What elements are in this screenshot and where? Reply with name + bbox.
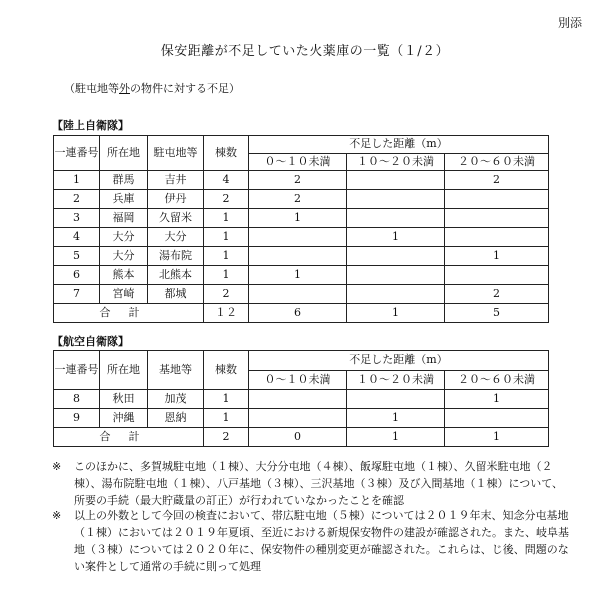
total-count: 2 <box>204 428 249 447</box>
cell-d2 <box>347 266 445 285</box>
header-count: 棟数 <box>204 351 249 390</box>
cell-d1 <box>249 409 347 428</box>
header-range-0-10: ０～１０未満 <box>249 154 347 171</box>
page-title: 保安距離が不足していた火薬庫の一覧（１/２） <box>160 44 450 59</box>
cell-base: 北熊本 <box>148 266 204 285</box>
cell-d2 <box>347 247 445 266</box>
header-no: 一連番号 <box>54 351 100 390</box>
gsdf-section-heading: 【陸上自衛隊】 <box>52 119 129 132</box>
header-range-20-60: ２０～６０未満 <box>445 371 549 390</box>
total-row <box>54 304 549 323</box>
header-count: 棟数 <box>204 136 249 171</box>
cell-location: 熊本 <box>100 266 148 285</box>
cell-base: 久留米 <box>148 209 204 228</box>
note-mark: ※ <box>52 509 62 522</box>
header-base: 基地等 <box>148 351 204 390</box>
total-d1: 0 <box>249 428 347 447</box>
subtitle-after: の物件に対する不足） <box>130 82 240 95</box>
cell-count: 2 <box>204 190 249 209</box>
cell-d1: 1 <box>249 209 347 228</box>
cell-d2 <box>347 190 445 209</box>
cell-no: 9 <box>54 409 100 428</box>
total-label <box>54 428 204 447</box>
cell-count: 2 <box>204 285 249 304</box>
cell-location: 群馬 <box>100 171 148 190</box>
total-label-text: 合計 <box>99 429 158 443</box>
total-d1: 6 <box>249 304 347 323</box>
cell-no: 8 <box>54 390 100 409</box>
table-row <box>54 228 549 247</box>
total-d2: 1 <box>347 428 445 447</box>
cell-d3: 2 <box>445 285 549 304</box>
cell-no: 2 <box>54 190 100 209</box>
cell-location: 秋田 <box>100 390 148 409</box>
subtitle-before: （駐屯地等 <box>64 82 119 95</box>
cell-location: 大分 <box>100 228 148 247</box>
cell-d3 <box>445 228 549 247</box>
total-d3: 1 <box>445 428 549 447</box>
cell-d2 <box>347 209 445 228</box>
total-label <box>54 304 204 323</box>
cell-base: 大分 <box>148 228 204 247</box>
cell-d2: 1 <box>347 409 445 428</box>
cell-d1 <box>249 390 347 409</box>
asdf-header-row <box>54 351 549 371</box>
table-row <box>54 390 549 409</box>
cell-d2 <box>347 171 445 190</box>
cell-no: 3 <box>54 209 100 228</box>
cell-count: 1 <box>204 266 249 285</box>
cell-d1 <box>249 285 347 304</box>
annex-label: 別添 <box>557 16 582 30</box>
cell-no: 6 <box>54 266 100 285</box>
cell-base: 加茂 <box>148 390 204 409</box>
header-range-10-20: １０～２０未満 <box>347 371 445 390</box>
header-location: 所在地 <box>100 136 148 171</box>
cell-d2: 1 <box>347 228 445 247</box>
note-mark: ※ <box>52 460 62 473</box>
cell-base: 恩納 <box>148 409 204 428</box>
table-row <box>54 285 549 304</box>
cell-d3 <box>445 190 549 209</box>
cell-d1: 2 <box>249 171 347 190</box>
asdf-section-heading: 【航空自衛隊】 <box>52 335 129 348</box>
cell-d1 <box>249 247 347 266</box>
cell-d3: 1 <box>445 390 549 409</box>
cell-location: 宮崎 <box>100 285 148 304</box>
cell-base: 都城 <box>148 285 204 304</box>
cell-no: 4 <box>54 228 100 247</box>
header-range-20-60: ２０～６０未満 <box>445 154 549 171</box>
cell-count: 1 <box>204 209 249 228</box>
total-d2: 1 <box>347 304 445 323</box>
note-1 <box>52 458 572 509</box>
cell-base: 吉井 <box>148 171 204 190</box>
total-d3: 5 <box>445 304 549 323</box>
asdf-table <box>53 350 549 447</box>
cell-d1: 1 <box>249 266 347 285</box>
table-row <box>54 409 549 428</box>
cell-base: 伊丹 <box>148 190 204 209</box>
cell-d3: 2 <box>445 171 549 190</box>
cell-location: 福岡 <box>100 209 148 228</box>
cell-d2 <box>347 390 445 409</box>
cell-count: 1 <box>204 409 249 428</box>
total-label-text: 合計 <box>99 305 158 319</box>
total-row <box>54 428 549 447</box>
cell-count: 1 <box>204 228 249 247</box>
table-row <box>54 171 549 190</box>
note-text: このほかに、多賀城駐屯地（１棟）、大分分屯地（４棟）、飯塚駐屯地（１棟）、久留米駐屯地（２棟）、湯布院駐屯地（１棟）、八戸基地（３棟）、三沢基地（３棟）及び入間基地（１棟）について、所要の手続（最大貯蔵量の訂正）が行われていなかったことを確認 <box>74 460 564 507</box>
cell-count: 1 <box>204 390 249 409</box>
cell-count: 4 <box>204 171 249 190</box>
cell-d3 <box>445 409 549 428</box>
cell-location: 沖縄 <box>100 409 148 428</box>
note-text: 以上の外数として今回の検査において、帯広駐屯地（５棟）については２０１９年末、知念分屯基地（１棟）においては２０１９年夏頃、至近における新規保安物件の建設が確認された。また、岐阜基地（３棟）については２０２０年に、保安物件の種別変更が確認された。これらは、じ後、問題のない案件として通常の手続に則って処理 <box>74 509 569 573</box>
cell-no: 5 <box>54 247 100 266</box>
cell-d1 <box>249 228 347 247</box>
table-row <box>54 266 549 285</box>
cell-d3 <box>445 266 549 285</box>
header-shortfall: 不足した距離（m） <box>249 351 549 371</box>
subtitle-emphasis: 外 <box>119 82 130 95</box>
subtitle <box>64 80 240 96</box>
cell-base: 湯布院 <box>148 247 204 266</box>
cell-d3 <box>445 209 549 228</box>
total-count: １２ <box>204 304 249 323</box>
header-shortfall: 不足した距離（m） <box>249 136 549 154</box>
gsdf-header-row <box>54 136 549 154</box>
cell-d2 <box>347 285 445 304</box>
table-row <box>54 209 549 228</box>
table-row <box>54 247 549 266</box>
cell-d1: 2 <box>249 190 347 209</box>
header-base: 駐屯地等 <box>148 136 204 171</box>
gsdf-table <box>53 135 549 323</box>
table-row <box>54 190 549 209</box>
cell-count: 1 <box>204 247 249 266</box>
cell-location: 大分 <box>100 247 148 266</box>
cell-no: 1 <box>54 171 100 190</box>
note-2 <box>52 507 572 575</box>
header-range-10-20: １０～２０未満 <box>347 154 445 171</box>
cell-no: 7 <box>54 285 100 304</box>
cell-d3: 1 <box>445 247 549 266</box>
header-range-0-10: ０～１０未満 <box>249 371 347 390</box>
header-no: 一連番号 <box>54 136 100 171</box>
header-location: 所在地 <box>100 351 148 390</box>
cell-location: 兵庫 <box>100 190 148 209</box>
